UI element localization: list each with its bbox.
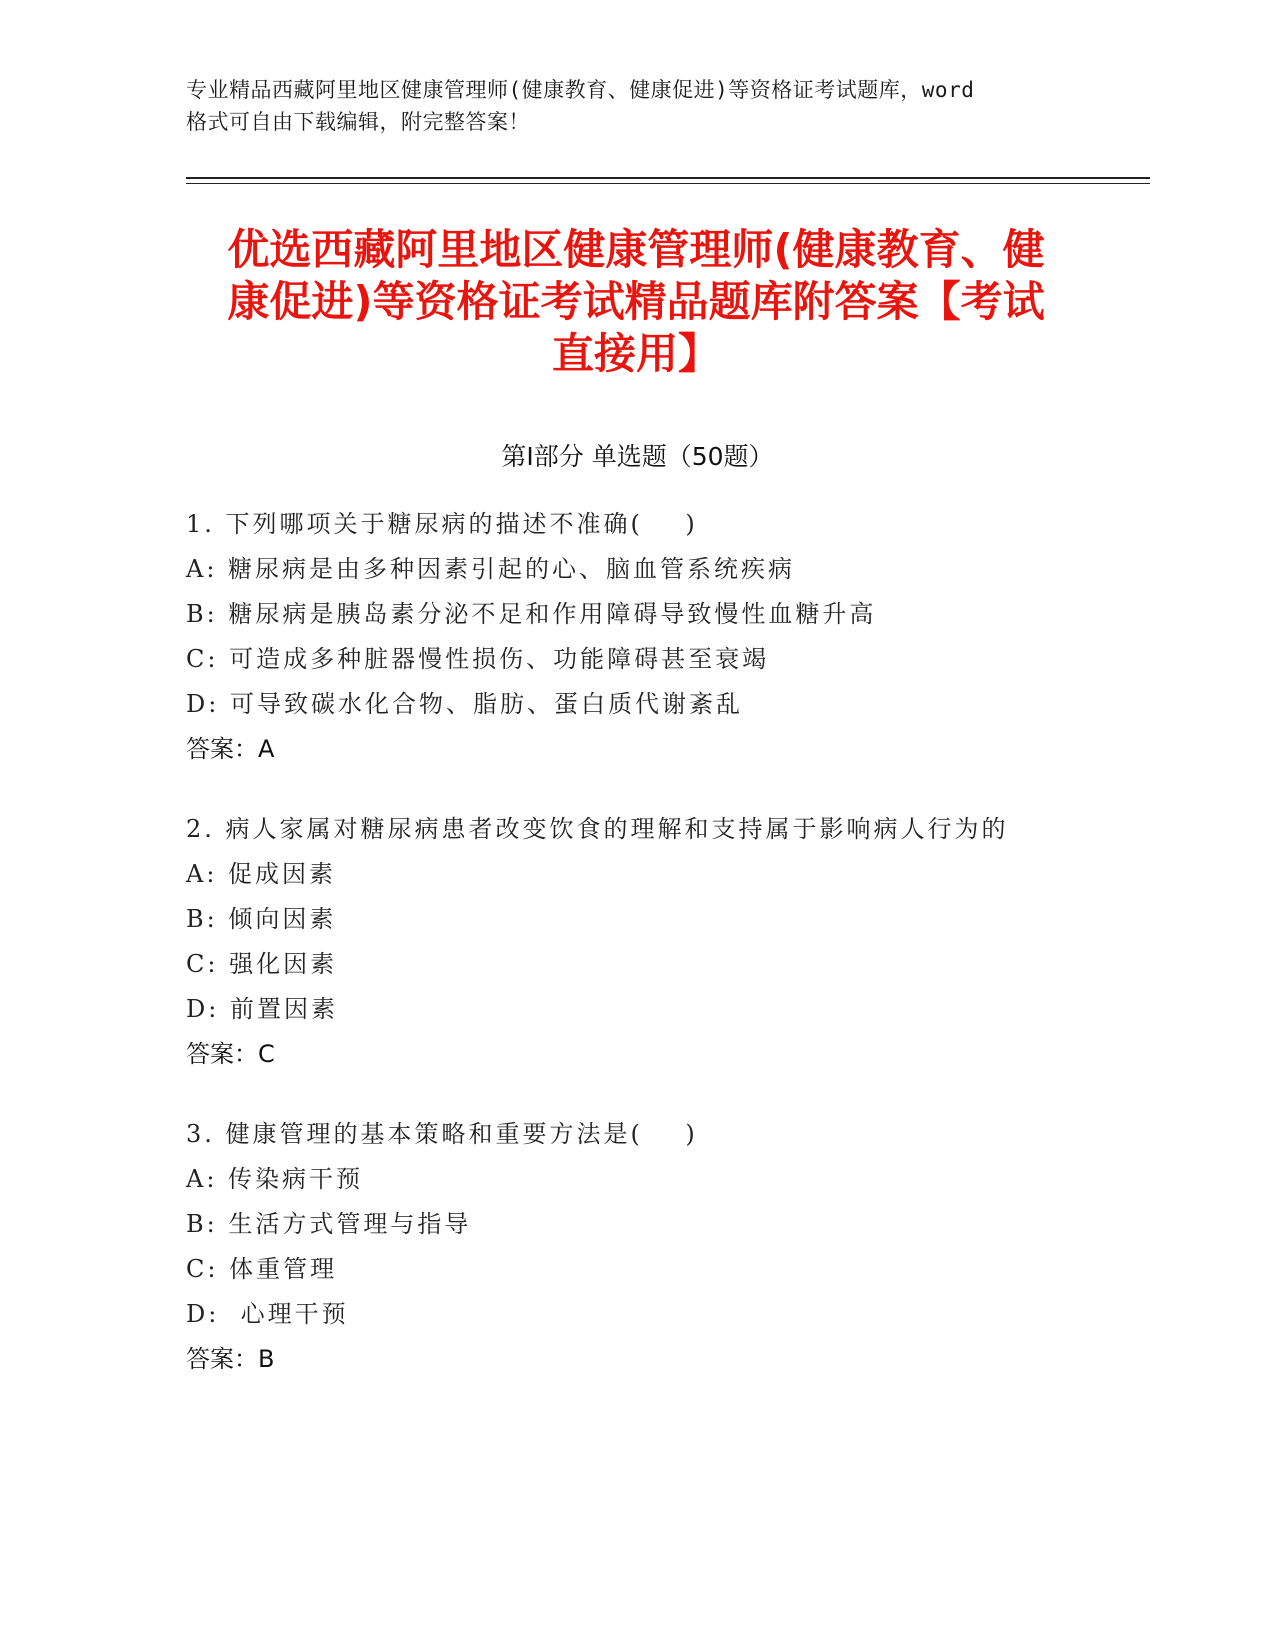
- document-title: [186, 224, 1086, 380]
- question-1: [186, 502, 1146, 772]
- question-stem: 1. 下列哪项关于糖尿病的描述不准确( ): [186, 510, 698, 538]
- header-note-line-1: 专业精品西藏阿里地区健康管理师(健康教育、健康促进)等资格证考试题库，word: [186, 78, 975, 102]
- answer-label: 答案：C: [186, 1040, 275, 1068]
- option-c: C: 体重管理: [186, 1255, 338, 1283]
- title-line-2: 康促进)等资格证考试精品题库附答案【考试: [227, 277, 1045, 326]
- option-b: B: 倾向因素: [186, 905, 337, 933]
- header-note: [186, 74, 1086, 138]
- header-divider-thick: [186, 177, 1150, 179]
- question-3: [186, 1112, 1146, 1382]
- option-a: A: 传染病干预: [186, 1165, 364, 1193]
- option-d: D: 心理干预: [186, 1300, 349, 1328]
- answer-label: 答案：B: [186, 1345, 275, 1373]
- option-c: C: 可造成多种脏器慢性损伤、功能障碍甚至衰竭: [186, 645, 770, 673]
- option-a: A: 促成因素: [186, 860, 337, 888]
- option-b: B: 生活方式管理与指导: [186, 1210, 472, 1238]
- option-c: C: 强化因素: [186, 950, 338, 978]
- question-2: [186, 807, 1146, 1077]
- header-note-line-2: 格式可自由下载编辑，附完整答案！: [186, 110, 530, 134]
- option-b: B: 糖尿病是胰岛素分泌不足和作用障碍导致慢性血糖升高: [186, 600, 877, 628]
- question-stem: 2. 病人家属对糖尿病患者改变饮食的理解和支持属于影响病人行为的: [186, 815, 1009, 843]
- option-a: A: 糖尿病是由多种因素引起的心、脑血管系统疾病: [186, 555, 796, 583]
- header-divider-thin: [186, 183, 1150, 184]
- answer-label: 答案：A: [186, 735, 275, 763]
- section-title: 第Ⅰ部分 单选题（50题）: [501, 442, 774, 471]
- title-line-3: 直接用】: [551, 329, 720, 378]
- option-d: D: 可导致碳水化合物、脂肪、蛋白质代谢紊乱: [186, 690, 743, 718]
- title-line-1: 优选西藏阿里地区健康管理师(健康教育、健: [227, 225, 1045, 274]
- question-stem: 3. 健康管理的基本策略和重要方法是( ): [186, 1120, 698, 1148]
- option-d: D: 前置因素: [186, 995, 338, 1023]
